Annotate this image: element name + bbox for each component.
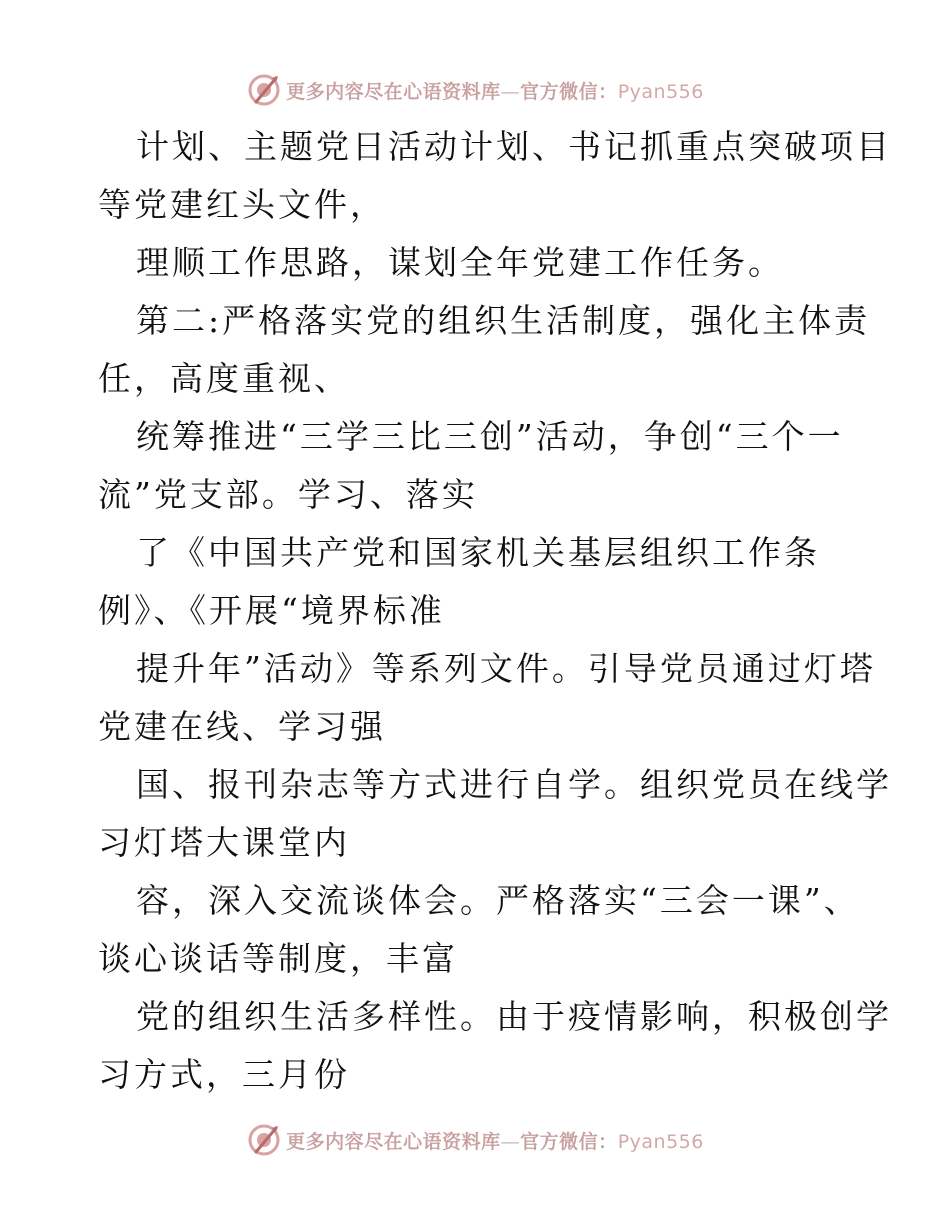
watermark-separator: — [500,80,521,103]
body-text-line: 提升年”活动》等系列文件。引导党员通过灯塔 [136,649,876,688]
watermark-wechat-label: 官方微信： [520,1130,618,1153]
body-text-line: 流”党支部。学习、落实 [98,475,478,514]
body-text-line: 等党建红头文件， [98,185,386,224]
body-text-line: 习方式，三月份 [98,1055,350,1094]
body-text-line: 党建在线、学习强 [98,707,386,746]
header-watermark [0,70,950,110]
body-text-line: 第二:严格落实党的组织生活制度，强化主体责 [136,301,871,340]
body-text-line: 理顺工作思路，谋划全年党建工作任务。 [136,243,784,282]
body-text-line: 习灯塔大课堂内 [98,823,350,862]
body-text-line: 了《中国共产党和国家机关基层组织工作条 [136,533,820,572]
body-text-line: 例》、《开展“境界标准 [98,591,445,630]
watermark-wechat-label: 官方微信： [520,80,618,103]
body-text-line: 统筹推进“三学三比三创”活动，争创“三个一 [136,417,844,456]
body-text-line: 党的组织生活多样性。由于疫情影响，积极创学 [136,997,892,1036]
body-text-line: 谈心谈话等制度，丰富 [98,939,458,978]
document-body [98,118,892,1104]
watermark-separator: — [500,1130,521,1153]
body-text-line: 任，高度重视、 [98,359,350,398]
watermark-brand: 更多内容尽在心语资料库 [286,80,501,103]
watermark-wechat-id: Pyan556 [617,80,704,103]
body-text-line: 计划、主题党日活动计划、书记抓重点突破项目 [136,127,892,166]
watermark-brand: 更多内容尽在心语资料库 [286,1130,501,1153]
watermark-text [286,1127,704,1154]
watermark-wechat-id: Pyan556 [617,1130,704,1153]
brand-logo-icon [246,1122,282,1158]
watermark-text [286,77,704,104]
brand-logo-icon [246,72,282,108]
footer-watermark [0,1120,950,1160]
body-text-line: 国、报刊杂志等方式进行自学。组织党员在线学 [136,765,892,804]
body-text-line: 容，深入交流谈体会。严格落实“三会一课”、 [136,881,860,920]
